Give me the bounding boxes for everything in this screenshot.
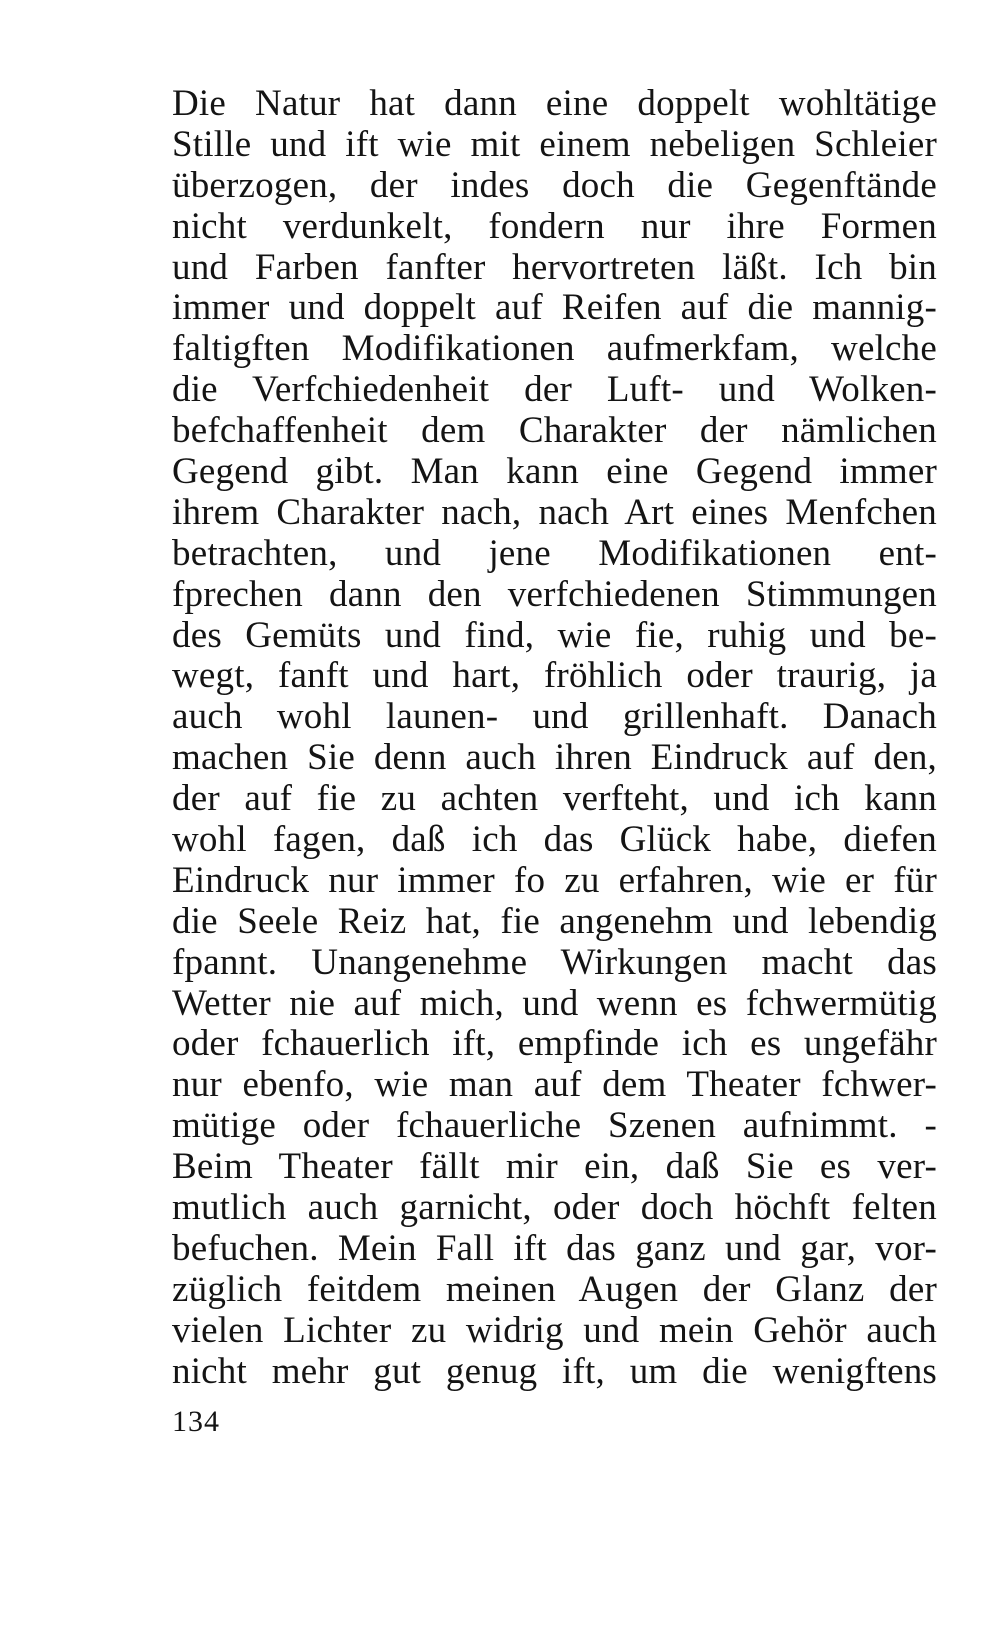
text-line-32: nicht mehr gut genug ift, um die wenigftens (172, 1350, 937, 1392)
text-line-20: Eindruck nur immer fo zu erfahren, wie er für (172, 859, 937, 901)
text-line-10: Gegend gibt. Man kann eine Gegend immer (172, 451, 937, 493)
text-line-24: oder fchauerlich ift, empfinde ich es ungefähr (172, 1023, 937, 1065)
text-line-3: überzogen, der indes doch die Gegenftände (172, 164, 937, 206)
text-line-1: Die Natur hat dann eine doppelt wohltätige (172, 83, 937, 124)
text-line-28: mutlich auch garnicht, oder doch höchft felten (172, 1187, 937, 1229)
text-line-21: die Seele Reiz hat, fie angenehm und lebendig (172, 900, 937, 942)
text-line-7: faltigften Modifikationen aufmerkfam, welche (172, 328, 937, 370)
text-line-23: Wetter nie auf mich, und wenn es fchwermütig (172, 982, 937, 1024)
text-line-26: mütige oder fchauerliche Szenen aufnimmt. - (172, 1105, 937, 1147)
text-line-2: Stille und ift wie mit einem nebeligen Schleier (172, 123, 937, 165)
body-text (172, 84, 937, 1393)
text-line-8: die Verfchiedenheit der Luft- und Wolken- (172, 369, 937, 411)
text-line-15: wegt, fanft und hart, fröhlich oder traurig, ja (172, 655, 937, 697)
text-line-31: vielen Lichter zu widrig und mein Gehör auch (172, 1309, 937, 1351)
text-line-18: der auf fie zu achten verfteht, und ich kann (172, 778, 937, 820)
text-line-12: betrachten, und jene Modifikationen ent- (172, 532, 937, 574)
text-line-25: nur ebenfo, wie man auf dem Theater fchwer- (172, 1064, 937, 1106)
text-line-11: ihrem Charakter nach, nach Art eines Menfchen (172, 491, 937, 533)
text-line-19: wohl fagen, daß ich das Glück habe, diefen (172, 819, 937, 861)
text-line-4: nicht verdunkelt, fondern nur ihre Formen (172, 205, 937, 247)
text-line-29: befuchen. Mein Fall ift das ganz und gar, vor- (172, 1227, 937, 1269)
page-number: 134 (172, 1405, 220, 1438)
text-line-22: fpannt. Unangenehme Wirkungen macht das (172, 941, 937, 983)
text-line-16: auch wohl launen- und grillenhaft. Danach (172, 696, 937, 738)
text-line-9: befchaffenheit dem Charakter der nämlichen (172, 410, 937, 452)
text-line-6: immer und doppelt auf Reifen auf die mannig- (172, 287, 937, 329)
text-line-30: züglich feitdem meinen Augen der Glanz der (172, 1268, 937, 1310)
text-line-5: und Farben fanfter hervortreten läßt. Ich bin (172, 246, 937, 288)
text-line-27: Beim Theater fällt mir ein, daß Sie es ver- (172, 1146, 937, 1188)
text-line-14: des Gemüts und find, wie fie, ruhig und be- (172, 614, 937, 656)
text-line-17: machen Sie denn auch ihren Eindruck auf den, (172, 737, 937, 779)
text-line-13: fprechen dann den verfchiedenen Stimmungen (172, 573, 937, 615)
